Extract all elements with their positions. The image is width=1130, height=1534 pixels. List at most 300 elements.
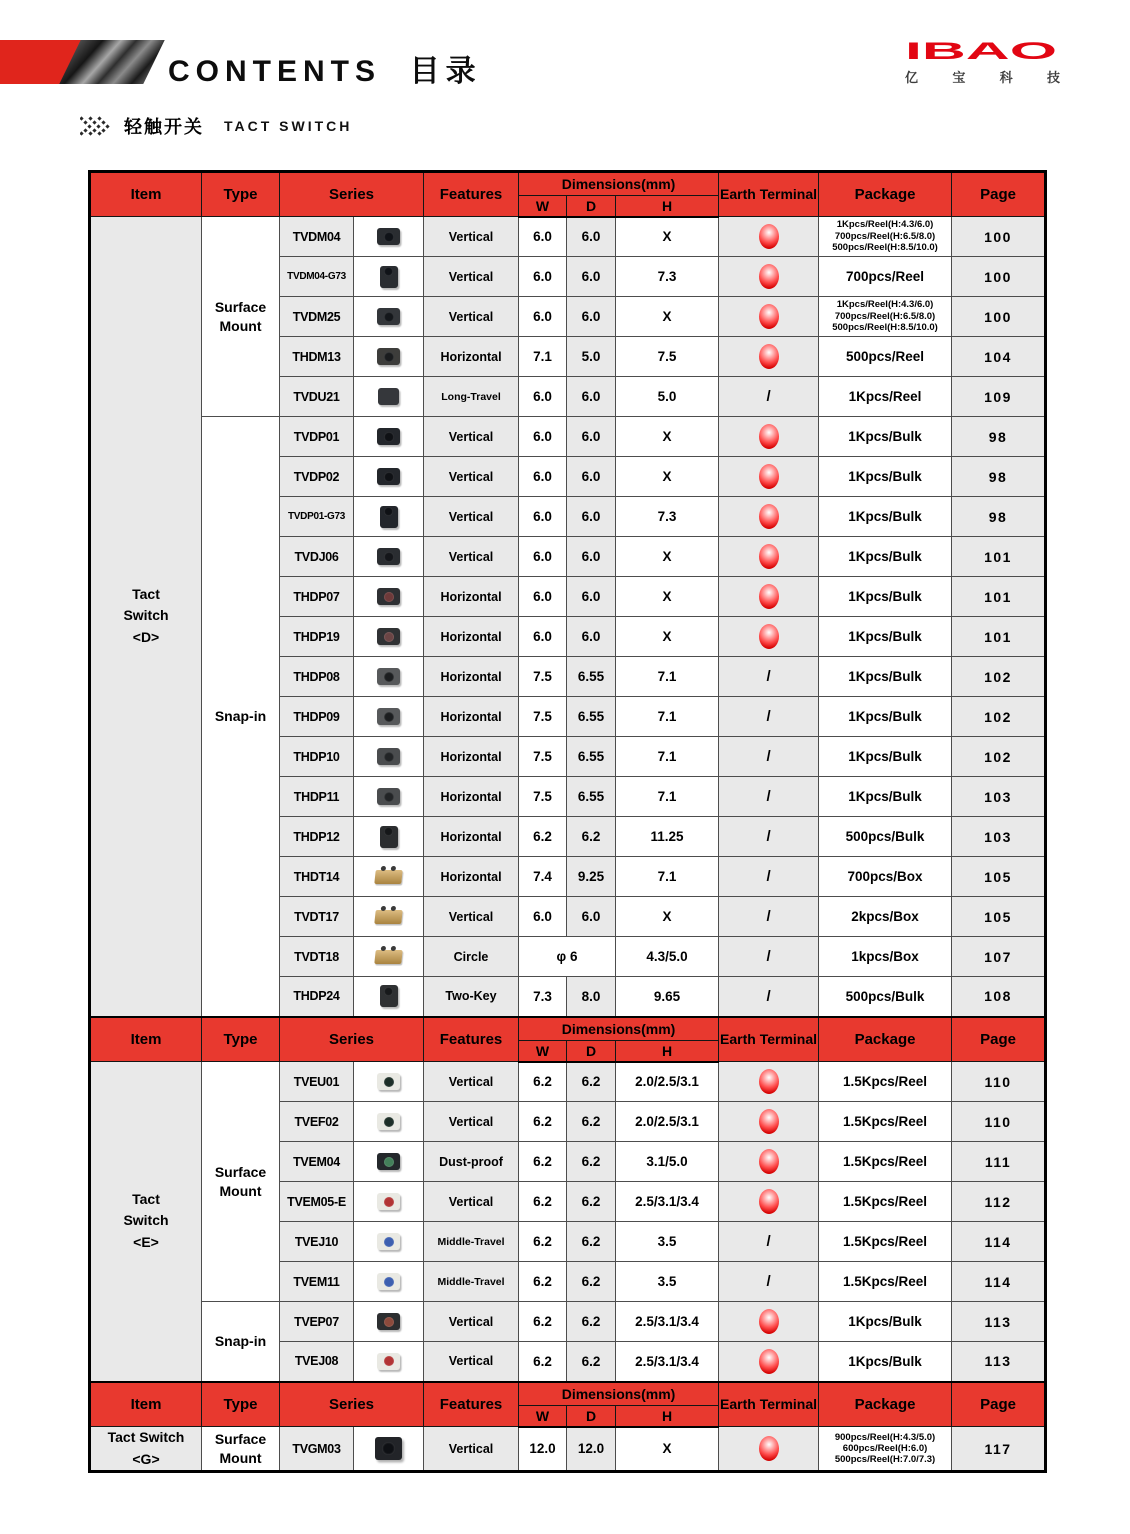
h-cell: 2.0/2.5/3.1	[616, 1102, 719, 1142]
earth-terminal-cell: /	[719, 697, 819, 737]
features-cell: Horizontal	[424, 817, 519, 857]
d-cell: 6.0	[567, 377, 616, 417]
text-line: 1.5Kpcs/Reel	[843, 1234, 928, 1249]
features-cell: Two-Key	[424, 977, 519, 1017]
series-image-cell	[354, 1142, 424, 1182]
switch-icon	[377, 1233, 400, 1250]
d-cell: 6.0	[567, 537, 616, 577]
earth-terminal-dot	[759, 1189, 779, 1214]
series-image-cell	[354, 777, 424, 817]
earth-terminal-cell: /	[719, 377, 819, 417]
features-cell: Vertical	[424, 297, 519, 337]
w-cell: 12.0	[519, 1427, 567, 1472]
header-h: H	[616, 1406, 719, 1427]
package-cell	[819, 1427, 952, 1472]
switch-icon	[374, 950, 402, 964]
series-image-cell	[354, 297, 424, 337]
earth-terminal-dot	[759, 624, 779, 649]
features-cell: Horizontal	[424, 777, 519, 817]
text-line: Switch	[123, 1212, 169, 1229]
features-cell: Dust-proof	[424, 1142, 519, 1182]
wd-merged-cell: φ 6	[519, 937, 616, 977]
series-cell: TVEM11	[280, 1262, 354, 1302]
d-cell: 6.0	[567, 497, 616, 537]
w-cell: 6.0	[519, 537, 567, 577]
switch-icon	[380, 985, 398, 1007]
earth-terminal-cell	[719, 217, 819, 257]
earth-terminal-cell: /	[719, 857, 819, 897]
w-cell: 7.5	[519, 777, 567, 817]
header-d: D	[567, 1041, 616, 1062]
header-series: Series	[280, 172, 424, 217]
series-cell: THDP19	[280, 617, 354, 657]
text-line: <G>	[132, 1450, 160, 1467]
header-w: W	[519, 1041, 567, 1062]
header-w: W	[519, 196, 567, 217]
earth-terminal-cell: /	[719, 657, 819, 697]
header-type: Type	[202, 1017, 280, 1062]
h-cell: 7.3	[616, 497, 719, 537]
page-number-cell: 98	[952, 497, 1046, 537]
header-package: Package	[819, 1017, 952, 1062]
series-image-cell	[354, 977, 424, 1017]
page-title	[168, 46, 482, 90]
text-line: Surface	[214, 298, 267, 315]
features-cell: Vertical	[424, 217, 519, 257]
earth-terminal-cell: /	[719, 737, 819, 777]
series-image-cell	[354, 1302, 424, 1342]
switch-icon	[377, 1313, 400, 1330]
text-line: 1Kpcs/Bulk	[848, 509, 922, 524]
page-number-cell: 102	[952, 697, 1046, 737]
page-number-cell: 103	[952, 777, 1046, 817]
text-line: 1Kpcs/Bulk	[848, 469, 922, 484]
d-cell: 6.2	[567, 1262, 616, 1302]
features-cell: Long-Travel	[424, 377, 519, 417]
switch-icon	[378, 388, 399, 405]
earth-terminal-dot	[759, 1436, 779, 1461]
package-cell	[819, 217, 952, 257]
text-line: 1Kpcs/Reel(H:4.3/6.0)	[836, 299, 934, 311]
switch-icon	[377, 348, 400, 365]
earth-terminal-cell	[719, 1182, 819, 1222]
package-cell	[819, 657, 952, 697]
text-line: 1Kpcs/Bulk	[848, 789, 922, 804]
d-cell: 6.0	[567, 217, 616, 257]
series-cell: TVEJ10	[280, 1222, 354, 1262]
header-package: Package	[819, 172, 952, 217]
d-cell: 6.0	[567, 577, 616, 617]
text-line: 1Kpcs/Bulk	[848, 589, 922, 604]
d-cell: 6.2	[567, 1342, 616, 1382]
features-cell: Vertical	[424, 1182, 519, 1222]
features-cell: Vertical	[424, 1102, 519, 1142]
switch-icon	[377, 668, 400, 685]
series-image-cell	[354, 697, 424, 737]
text-line: 1kpcs/Box	[851, 949, 919, 964]
h-cell: 3.1/5.0	[616, 1142, 719, 1182]
header-page: Page	[952, 172, 1046, 217]
earth-terminal-cell: /	[719, 977, 819, 1017]
series-image-cell	[354, 1102, 424, 1142]
d-cell: 6.2	[567, 1222, 616, 1262]
header-earth-terminal: Earth Terminal	[719, 1017, 819, 1062]
features-cell: Vertical	[424, 417, 519, 457]
features-cell: Horizontal	[424, 577, 519, 617]
earth-terminal-cell: /	[719, 817, 819, 857]
package-cell	[819, 297, 952, 337]
page-number-cell: 109	[952, 377, 1046, 417]
w-cell: 6.2	[519, 1062, 567, 1102]
features-cell: Horizontal	[424, 857, 519, 897]
text-line: Snap-in	[214, 707, 267, 724]
page-number-cell: 105	[952, 857, 1046, 897]
h-cell: X	[616, 457, 719, 497]
contents-table	[88, 170, 1047, 1473]
text-line: 500pcs/Bulk	[845, 988, 925, 1004]
h-cell: 4.3/5.0	[616, 937, 719, 977]
d-cell: 6.0	[567, 897, 616, 937]
series-image-cell	[354, 217, 424, 257]
h-cell: X	[616, 1427, 719, 1472]
h-cell: 2.5/3.1/3.4	[616, 1182, 719, 1222]
features-cell: Vertical	[424, 1342, 519, 1382]
switch-icon	[380, 826, 398, 848]
earth-terminal-cell: /	[719, 897, 819, 937]
text-line: Tact	[132, 585, 160, 602]
series-image-cell	[354, 737, 424, 777]
page-number-cell: 105	[952, 897, 1046, 937]
h-cell: 7.1	[616, 697, 719, 737]
package-cell	[819, 857, 952, 897]
text-line: Switch	[123, 607, 169, 624]
h-cell: 3.5	[616, 1222, 719, 1262]
page-number-cell: 100	[952, 297, 1046, 337]
h-cell: X	[616, 577, 719, 617]
text-line: 900pcs/Reel(H:4.3/5.0)	[834, 1431, 936, 1443]
package-cell	[819, 977, 952, 1017]
earth-terminal-cell	[719, 417, 819, 457]
w-cell: 6.0	[519, 497, 567, 537]
earth-terminal-cell	[719, 617, 819, 657]
page-number-cell: 101	[952, 577, 1046, 617]
series-cell: THDT14	[280, 857, 354, 897]
features-cell: Middle-Travel	[424, 1262, 519, 1302]
earth-terminal-dot	[759, 464, 779, 489]
earth-terminal-dot	[759, 424, 779, 449]
text-line: 1Kpcs/Bulk	[848, 1353, 922, 1369]
header-item: Item	[90, 172, 202, 217]
text-line: 1Kpcs/Bulk	[848, 1314, 922, 1329]
h-cell: X	[616, 297, 719, 337]
h-cell: 11.25	[616, 817, 719, 857]
page-number-cell: 110	[952, 1102, 1046, 1142]
text-line: 1.5Kpcs/Reel	[843, 1154, 928, 1169]
text-line: 2kpcs/Box	[851, 909, 919, 924]
series-image-cell	[354, 1342, 424, 1382]
ibao-logo-subtitle	[905, 67, 1060, 86]
h-cell: 7.1	[616, 777, 719, 817]
features-cell: Middle-Travel	[424, 1222, 519, 1262]
series-image-cell	[354, 457, 424, 497]
features-cell: Vertical	[424, 457, 519, 497]
header-features: Features	[424, 172, 519, 217]
header-earth-terminal: Earth Terminal	[719, 172, 819, 217]
w-cell: 6.2	[519, 1142, 567, 1182]
features-cell: Vertical	[424, 257, 519, 297]
h-cell: 2.5/3.1/3.4	[616, 1342, 719, 1382]
series-cell: TVDP02	[280, 457, 354, 497]
chevron-dots-icon	[80, 116, 112, 136]
header-features: Features	[424, 1382, 519, 1427]
text-line: 1Kpcs/Reel(H:4.3/6.0)	[836, 219, 934, 231]
header-h: H	[616, 196, 719, 217]
earth-terminal-cell	[719, 1142, 819, 1182]
d-cell: 6.2	[567, 1182, 616, 1222]
series-cell: THDP08	[280, 657, 354, 697]
text-line: 700pcs/Box	[847, 869, 923, 884]
package-cell	[819, 777, 952, 817]
series-image-cell	[354, 657, 424, 697]
d-cell: 6.0	[567, 457, 616, 497]
switch-icon	[377, 228, 400, 245]
text-line: Surface	[214, 1430, 267, 1447]
text-line: 500pcs/Reel	[846, 349, 925, 364]
w-cell: 6.0	[519, 457, 567, 497]
text-line: Mount	[219, 317, 262, 334]
switch-icon	[377, 1113, 400, 1130]
series-cell: THDP11	[280, 777, 354, 817]
w-cell: 7.5	[519, 737, 567, 777]
text-line: 1.5Kpcs/Reel	[843, 1194, 928, 1209]
package-cell	[819, 257, 952, 297]
header-page: Page	[952, 1382, 1046, 1427]
earth-terminal-dot	[759, 1069, 779, 1094]
page-number-cell: 98	[952, 417, 1046, 457]
d-cell: 6.0	[567, 297, 616, 337]
switch-icon	[377, 1153, 400, 1170]
page-number-cell: 98	[952, 457, 1046, 497]
page-number-cell: 100	[952, 257, 1046, 297]
page-number-cell: 110	[952, 1062, 1046, 1102]
series-image-cell	[354, 337, 424, 377]
series-image-cell	[354, 537, 424, 577]
page-number-cell: 108	[952, 977, 1046, 1017]
w-cell: 7.1	[519, 337, 567, 377]
item-cell	[90, 217, 202, 1017]
series-image-cell	[354, 817, 424, 857]
series-cell: TVDJ06	[280, 537, 354, 577]
header-w: W	[519, 1406, 567, 1427]
d-cell: 9.25	[567, 857, 616, 897]
text-line: 1.5Kpcs/Reel	[843, 1074, 928, 1089]
series-image-cell	[354, 1427, 424, 1472]
series-cell: TVDM04	[280, 217, 354, 257]
features-cell: Vertical	[424, 897, 519, 937]
item-cell	[90, 1427, 202, 1472]
header-features: Features	[424, 1017, 519, 1062]
text-line: Snap-in	[214, 1332, 267, 1349]
package-cell	[819, 1342, 952, 1382]
type-cell	[202, 417, 280, 1017]
text-line: Tact	[132, 1190, 160, 1207]
header-series: Series	[280, 1382, 424, 1427]
text-line: 600pcs/Reel(H:6.0)	[842, 1442, 928, 1454]
w-cell: 6.2	[519, 1222, 567, 1262]
text-line: 1Kpcs/Bulk	[848, 629, 922, 644]
d-cell: 6.0	[567, 617, 616, 657]
package-cell	[819, 697, 952, 737]
text-line: 1Kpcs/Reel	[848, 389, 922, 404]
svg-text:IBAO: IBAO	[905, 38, 1057, 64]
series-cell: TVDM04-G73	[280, 257, 354, 297]
w-cell: 6.0	[519, 257, 567, 297]
d-cell: 6.55	[567, 777, 616, 817]
page-number-cell: 101	[952, 617, 1046, 657]
series-cell: TVDU21	[280, 377, 354, 417]
series-cell: TVEM05-E	[280, 1182, 354, 1222]
features-cell: Vertical	[424, 497, 519, 537]
features-cell: Horizontal	[424, 737, 519, 777]
features-cell: Vertical	[424, 1062, 519, 1102]
d-cell: 6.0	[567, 257, 616, 297]
switch-icon	[377, 748, 400, 765]
earth-terminal-cell	[719, 1302, 819, 1342]
series-image-cell	[354, 1182, 424, 1222]
package-cell	[819, 337, 952, 377]
d-cell: 6.55	[567, 737, 616, 777]
switch-icon	[375, 1437, 402, 1460]
logo-char: 技	[1046, 70, 1060, 85]
type-cell	[202, 1302, 280, 1382]
earth-terminal-cell	[719, 257, 819, 297]
series-cell: TVEU01	[280, 1062, 354, 1102]
h-cell: 3.5	[616, 1262, 719, 1302]
switch-icon	[377, 1073, 400, 1090]
page-number-cell: 113	[952, 1302, 1046, 1342]
switch-icon	[377, 788, 400, 805]
h-cell: 7.5	[616, 337, 719, 377]
series-cell: TVEJ08	[280, 1342, 354, 1382]
d-cell: 6.55	[567, 697, 616, 737]
ibao-logo	[905, 38, 1060, 86]
page-title-zh: 目录	[409, 55, 482, 88]
d-cell: 12.0	[567, 1427, 616, 1472]
features-cell: Vertical	[424, 1302, 519, 1342]
series-cell: THDP12	[280, 817, 354, 857]
switch-icon	[380, 266, 398, 288]
series-cell: TVDM25	[280, 297, 354, 337]
category-label-en: TACT SWITCH	[224, 118, 353, 134]
h-cell: X	[616, 417, 719, 457]
text-line: 500pcs/Reel(H:7.0/7.3)	[834, 1454, 936, 1466]
series-image-cell	[354, 1062, 424, 1102]
text-line: 500pcs/Reel(H:8.5/10.0)	[832, 242, 938, 254]
series-image-cell	[354, 617, 424, 657]
package-cell	[819, 377, 952, 417]
package-cell	[819, 617, 952, 657]
earth-terminal-cell	[719, 297, 819, 337]
series-cell: TVDT18	[280, 937, 354, 977]
earth-terminal-cell	[719, 1062, 819, 1102]
type-cell	[202, 1062, 280, 1302]
text-line: 1Kpcs/Bulk	[848, 669, 922, 684]
text-line: 1Kpcs/Bulk	[848, 549, 922, 564]
page-number-cell: 112	[952, 1182, 1046, 1222]
switch-icon	[377, 468, 400, 485]
package-cell	[819, 497, 952, 537]
text-line: 1.5Kpcs/Reel	[843, 1114, 928, 1129]
series-cell: TVEM04	[280, 1142, 354, 1182]
earth-terminal-dot	[759, 544, 779, 569]
earth-terminal-dot	[759, 1109, 779, 1134]
page-number-cell: 107	[952, 937, 1046, 977]
package-cell	[819, 737, 952, 777]
page-number-cell: 114	[952, 1262, 1046, 1302]
header-d: D	[567, 1406, 616, 1427]
d-cell: 8.0	[567, 977, 616, 1017]
header-item: Item	[90, 1382, 202, 1427]
features-cell: Horizontal	[424, 337, 519, 377]
text-line: 500pcs/Reel(H:8.5/10.0)	[832, 322, 938, 334]
page-number-cell: 114	[952, 1222, 1046, 1262]
w-cell: 6.0	[519, 217, 567, 257]
switch-icon	[380, 506, 398, 528]
text-line: Tact Switch	[107, 1429, 185, 1445]
logo-char: 科	[999, 70, 1013, 85]
package-cell	[819, 1142, 952, 1182]
text-line: 700pcs/Reel(H:6.5/8.0)	[834, 310, 936, 322]
series-cell: THDP07	[280, 577, 354, 617]
features-cell: Circle	[424, 937, 519, 977]
d-cell: 6.2	[567, 1062, 616, 1102]
header-type: Type	[202, 1382, 280, 1427]
header-item: Item	[90, 1017, 202, 1062]
package-cell	[819, 1062, 952, 1102]
page-number-cell: 100	[952, 217, 1046, 257]
w-cell: 6.0	[519, 617, 567, 657]
package-cell	[819, 897, 952, 937]
earth-terminal-dot	[759, 504, 779, 529]
earth-terminal-cell	[719, 457, 819, 497]
text-line: 700pcs/Reel(H:6.5/8.0)	[834, 230, 936, 242]
switch-icon	[377, 428, 400, 445]
w-cell: 7.3	[519, 977, 567, 1017]
switch-icon	[377, 1353, 400, 1370]
switch-icon	[377, 1273, 400, 1290]
features-cell: Vertical	[424, 1427, 519, 1472]
series-image-cell	[354, 577, 424, 617]
features-cell: Horizontal	[424, 657, 519, 697]
switch-icon	[374, 870, 402, 884]
w-cell: 7.4	[519, 857, 567, 897]
w-cell: 6.0	[519, 577, 567, 617]
switch-icon	[377, 1193, 400, 1210]
page-number-cell: 102	[952, 657, 1046, 697]
h-cell: 7.1	[616, 737, 719, 777]
text-line: <D>	[132, 629, 160, 646]
series-image-cell	[354, 1222, 424, 1262]
w-cell: 6.0	[519, 297, 567, 337]
switch-icon	[377, 548, 400, 565]
d-cell: 6.2	[567, 817, 616, 857]
category-label-zh: 轻触开关	[124, 117, 204, 137]
header-dimensions: Dimensions(mm)	[519, 172, 719, 196]
package-cell	[819, 417, 952, 457]
header-h: H	[616, 1041, 719, 1062]
d-cell: 6.55	[567, 657, 616, 697]
series-image-cell	[354, 937, 424, 977]
